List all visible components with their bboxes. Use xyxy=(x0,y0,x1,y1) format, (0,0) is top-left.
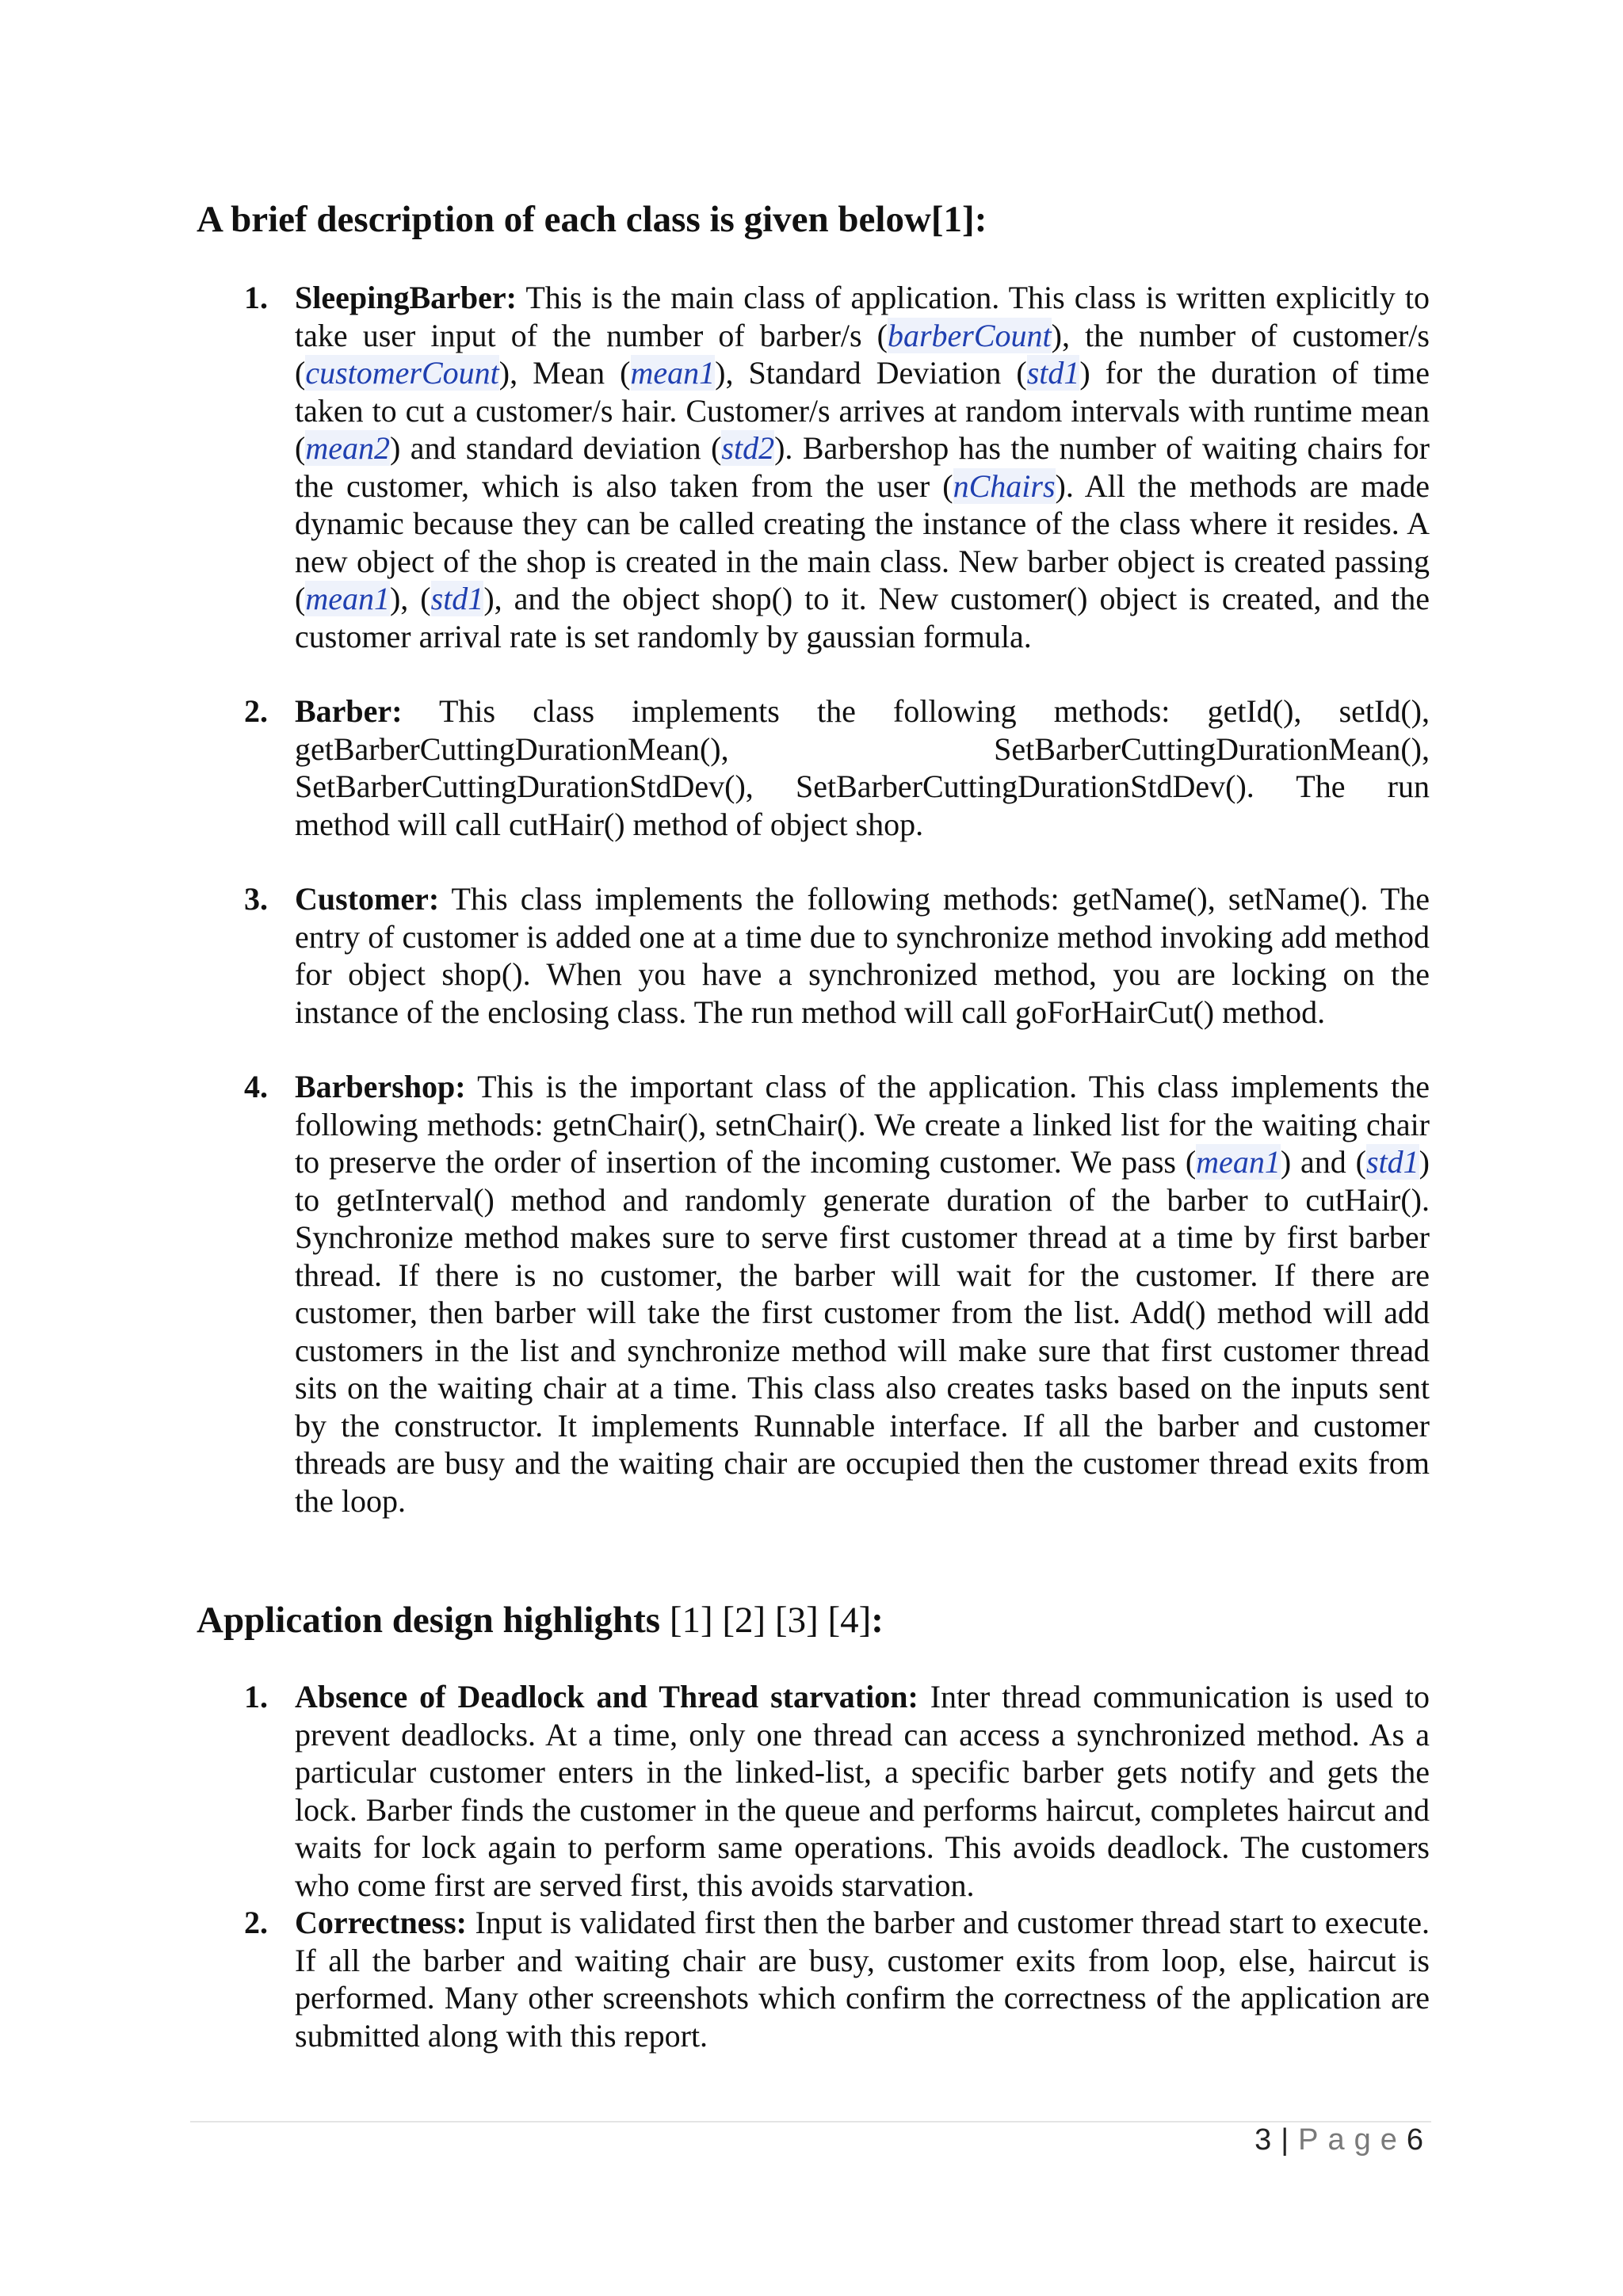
page-number: 3 xyxy=(1254,2123,1272,2157)
class-description xyxy=(295,280,1430,654)
variable-name: std2 xyxy=(721,430,775,466)
variable-name: mean1 xyxy=(305,581,390,616)
list-number: 1. xyxy=(244,280,268,315)
total-pages: 6 xyxy=(1406,2123,1423,2157)
text-run: This class implements the following methods: getName(), setName(). The entry of customer is added one at a time due to synchronize method invoking add method for object shop(). When you have a synchronized method, you are locking on the instance of the enclosing class. The run method will call goForHairCut() method. xyxy=(295,881,1430,1030)
class-description xyxy=(295,693,1430,842)
text-run: This is the important class of the application. This class implements the following methods: getnChair(), setnChair(). We create a linked list for the waiting chair to preserve the order of insertion of the incoming customer. We pass ( xyxy=(295,1069,1430,1180)
list-number: 4. xyxy=(244,1069,268,1104)
variable-name: mean1 xyxy=(1196,1144,1281,1180)
footer-separator: | xyxy=(1281,2123,1289,2157)
variable-name: mean2 xyxy=(305,430,390,466)
class-term: Barber: xyxy=(295,693,403,729)
text-run: ), ( xyxy=(389,581,431,616)
list-number: 2. xyxy=(244,693,268,729)
highlight-item-correctness xyxy=(197,1904,1430,2054)
text-run: ) and ( xyxy=(1280,1144,1366,1180)
text-run: ), Standard Deviation ( xyxy=(715,355,1027,391)
variable-name: nChairs xyxy=(953,467,1056,504)
list-number: 1. xyxy=(244,1679,268,1714)
class-description-heading: A brief description of each class is given below[1]: xyxy=(197,199,987,240)
class-term: Barbershop: xyxy=(295,1069,466,1104)
text-run: ). All the methods are made dynamic because they can be called creating the instance of the class where it resides. A new object of the shop is created in the main class. New barber object is created passing ( xyxy=(295,467,1430,616)
highlights-list xyxy=(197,1678,1430,2054)
text-run: ), the number of customer/s ( xyxy=(295,317,1430,391)
page-label: Page xyxy=(1298,2123,1407,2157)
footer-divider xyxy=(190,2121,1431,2122)
highlight-term: Correctness: xyxy=(295,1905,467,1940)
text-run: This is the main class of application. This class is written explicitly to take user input of the number of barber/s ( xyxy=(295,280,1430,353)
text-run: ), Mean ( xyxy=(498,355,631,391)
class-description xyxy=(295,1069,1430,1519)
class-item-barber xyxy=(197,692,1430,843)
class-item-sleepingbarber xyxy=(197,279,1430,655)
class-list xyxy=(197,279,1430,1557)
text-run: This class implements the following methods: getId(), setId(), getBarberCuttingDurationMean(), SetBarberCuttingDurationMean(), SetBarberCuttingDurationStdDev(), SetBarberCuttingDurationStdDev(). The run method will call cutHair() method of object shop. xyxy=(295,693,1430,842)
page-footer xyxy=(1254,2123,1423,2157)
text-run: ) for the duration of time taken to cut a customer/s hair. Customer/s arrives at random intervals with runtime mean ( xyxy=(295,355,1430,466)
heading-references: [1] [2] [3] [4] xyxy=(660,1600,872,1641)
class-item-barbershop xyxy=(197,1068,1430,1520)
highlight-text: Input is validated first then the barber and customer thread start to execute. If all the barber and waiting chair are busy, customer exits from loop, else, haircut is performed. Many other screenshots which confirm the correctness of the application are submitted along with this report. xyxy=(295,1905,1430,2054)
variable-name: barberCount xyxy=(887,317,1052,353)
design-highlights-heading xyxy=(197,1600,1430,1642)
highlight-item-deadlock xyxy=(197,1678,1430,1904)
list-number: 3. xyxy=(244,881,268,917)
class-term: SleepingBarber: xyxy=(295,280,517,315)
text-run: ) and standard deviation ( xyxy=(389,430,722,466)
variable-name: std1 xyxy=(1365,1144,1419,1180)
heading-colon: : xyxy=(871,1600,884,1641)
variable-name: customerCount xyxy=(305,355,499,391)
list-number: 2. xyxy=(244,1905,268,1940)
variable-name: std1 xyxy=(1026,355,1080,391)
highlight-term: Absence of Deadlock and Thread starvation: xyxy=(295,1679,918,1714)
class-item-customer xyxy=(197,880,1430,1031)
heading-title: Application design highlights xyxy=(197,1600,661,1641)
text-run: ) to getInterval() method and randomly generate duration of the barber to cutHair(). Synchronize method makes sure to serve first customer thread at a time by first barber thread. If there is no customer, the barber will wait for the customer. If there are customer, then barber will take the first customer from the list. Add() method will add customers in the list and synchronize method will make sure that first customer thread sits on the waiting chair at a time. This class also creates tasks based on the inputs sent by the constructor. It implements Runnable interface. If all the barber and customer threads are busy and the waiting chair are occupied then the customer thread exits from the loop. xyxy=(295,1144,1430,1519)
class-term: Customer: xyxy=(295,881,440,917)
text-run: ), and the object shop() to it. New customer() object is created, and the customer arrival rate is set randomly by gaussian formula. xyxy=(295,581,1430,654)
class-description xyxy=(295,881,1430,1030)
highlight-text: Inter thread communication is used to prevent deadlocks. At a time, only one thread can access a synchronized method. As a particular customer enters in the linked-list, a specific barber gets notify and gets the lock. Barber finds the customer in the queue and performs haircut, completes haircut and waits for lock again to perform same operations. This avoids deadlock. The customers who come first are served first, this avoids starvation. xyxy=(295,1679,1430,1903)
text-run: ). Barbershop has the number of waiting chairs for the customer, which is also taken from the user ( xyxy=(295,430,1430,504)
variable-name: mean1 xyxy=(630,355,716,391)
variable-name: std1 xyxy=(430,581,484,616)
